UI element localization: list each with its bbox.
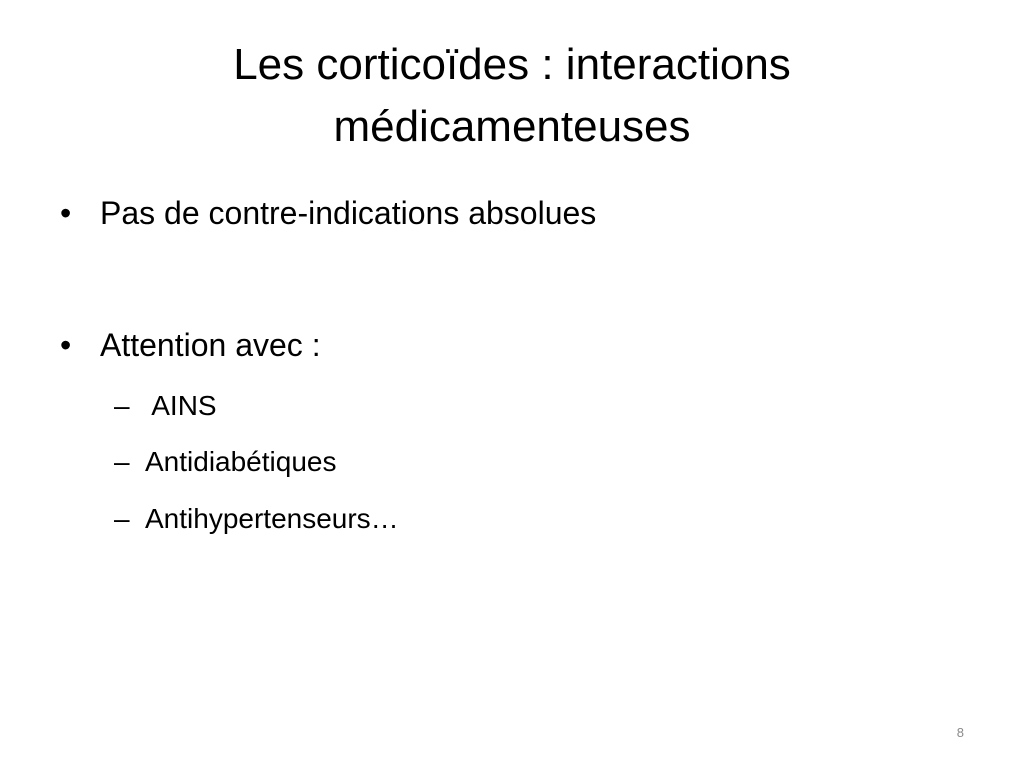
bullet-item-attention (60, 325, 321, 365)
title-line-1: Les corticoïdes : interactions (233, 40, 791, 89)
sub-item-antidiabetiques (114, 445, 336, 479)
dash-marker: – (114, 446, 130, 477)
dash-marker: – (114, 390, 130, 421)
slide-title (60, 34, 964, 158)
sub-item-text: Antihypertenseurs… (145, 503, 399, 534)
sub-item-ains (114, 389, 217, 423)
dash-marker: – (114, 503, 130, 534)
sub-item-text: Antidiabétiques (145, 446, 337, 477)
sub-item-antihypertenseurs (114, 502, 399, 536)
bullet-text: Pas de contre-indications absolues (100, 195, 597, 231)
bullet-item-contre-indications (60, 193, 596, 233)
title-line-2: médicamenteuses (333, 102, 691, 151)
sub-item-text: AINS (145, 390, 217, 421)
bullet-text: Attention avec : (100, 327, 321, 363)
bullet-marker: • (60, 327, 72, 363)
bullet-marker: • (60, 195, 72, 231)
slide-number: 8 (956, 725, 964, 740)
